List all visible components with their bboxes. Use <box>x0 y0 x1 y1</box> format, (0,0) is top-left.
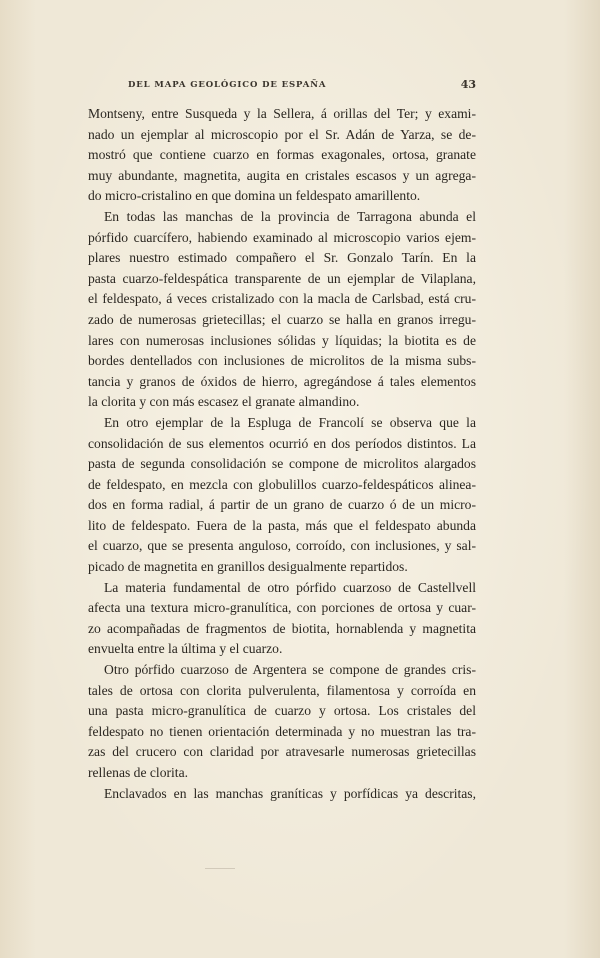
paper-smudge <box>205 868 235 869</box>
text-line: zo acompañadas de fragmentos de biotita, hornablenda y magnetita <box>88 620 476 636</box>
text-line: tancia y granos de óxidos de hierro, agregándose á tales elementos <box>88 373 476 389</box>
body-text <box>88 104 476 804</box>
text-line: pórfido cuarcífero, habiendo examinado al microscopio varios ejem- <box>88 229 476 245</box>
text-line: rellenas de clorita. <box>88 765 189 780</box>
text-line: una pasta micro-granulítica de cuarzo y ortosa. Los cristales del <box>88 703 476 719</box>
page-number: 43 <box>460 78 476 91</box>
text-line: la clorita y con más escasez el granate almandino. <box>88 394 360 410</box>
text-line: consolidación de sus elementos ocurrió en dos períodos distintos. La <box>88 435 476 451</box>
text-line: do micro-cristalino en que domina un feldespato amarillento. <box>88 188 421 204</box>
text-line: nado un ejemplar al microscopio por el Sr. Adán de Yarza, se de- <box>88 126 476 142</box>
text-line: feldespato no tienen orientación determinada y no muestran las tra- <box>88 723 476 739</box>
text-line: zas del crucero con claridad por atravesarle numerosas grietecillas <box>88 744 476 760</box>
text-line: el cuarzo, que se presenta anguloso, corroído, con inclusiones, y sal- <box>88 538 476 554</box>
text-line: bordes dentellados con inclusiones de microlitos de la misma subs- <box>88 353 476 369</box>
text-line: afecta una textura micro-granulítica, con porciones de ortosa y cuar- <box>88 600 476 616</box>
text-line: Otro pórfido cuarzoso de Argentera se compone de grandes cris- <box>104 662 476 678</box>
text-line: muy abundante, magnetita, augita en cristales escasos y un agrega- <box>88 167 476 183</box>
text-line: mostró que contiene cuarzo en formas exagonales, ortosa, granate <box>88 147 476 163</box>
running-head: DEL MAPA GEOLÓGICO DE ESPAÑA <box>128 80 327 90</box>
page-header <box>88 80 476 94</box>
text-line: pasta cuarzo-feldespática transparente de un ejemplar de Vilaplana, <box>88 270 476 286</box>
text-line: zado de numerosas grietecillas; el cuarzo se halla en granos irregu- <box>88 311 476 327</box>
text-line: lares con numerosas inclusiones sólidas y líquidas; la biotita es de <box>88 332 476 348</box>
text-line: Enclavados en las manchas graníticas y porfídicas ya descritas, <box>104 785 476 801</box>
text-line: tales de ortosa con clorita pulverulenta, filamentosa y corroída en <box>88 682 476 698</box>
text-line: envuelta entre la última y el cuarzo. <box>88 641 283 657</box>
text-line: dos en forma radial, á partir de un grano de cuarzo ó de un micro- <box>88 497 476 513</box>
text-line: picado de magnetita en granillos desigualmente repartidos. <box>88 559 408 575</box>
text-line: En todas las manchas de la provincia de Tarragona abunda el <box>104 208 476 224</box>
text-line: En otro ejemplar de la Espluga de Francolí se observa que la <box>104 414 476 430</box>
text-line: plares nuestro estimado compañero el Sr. Gonzalo Tarín. En la <box>88 250 476 266</box>
text-line: La materia fundamental de otro pórfido cuarzoso de Castellvell <box>104 579 476 595</box>
text-line: Montseny, entre Susqueda y la Sellera, á orillas del Ter; y exami- <box>88 106 476 121</box>
text-line: lito de feldespato. Fuera de la pasta, más que el feldespato abunda <box>88 517 476 533</box>
text-line: el feldespato, á veces cristalizado con la macla de Carlsbad, está cru- <box>88 291 476 307</box>
text-line: pasta de segunda consolidación se compone de microlitos alargados <box>88 456 476 472</box>
text-line: de feldespato, en mezcla con globulillos cuarzo-feldespáticos alinea- <box>88 476 476 492</box>
